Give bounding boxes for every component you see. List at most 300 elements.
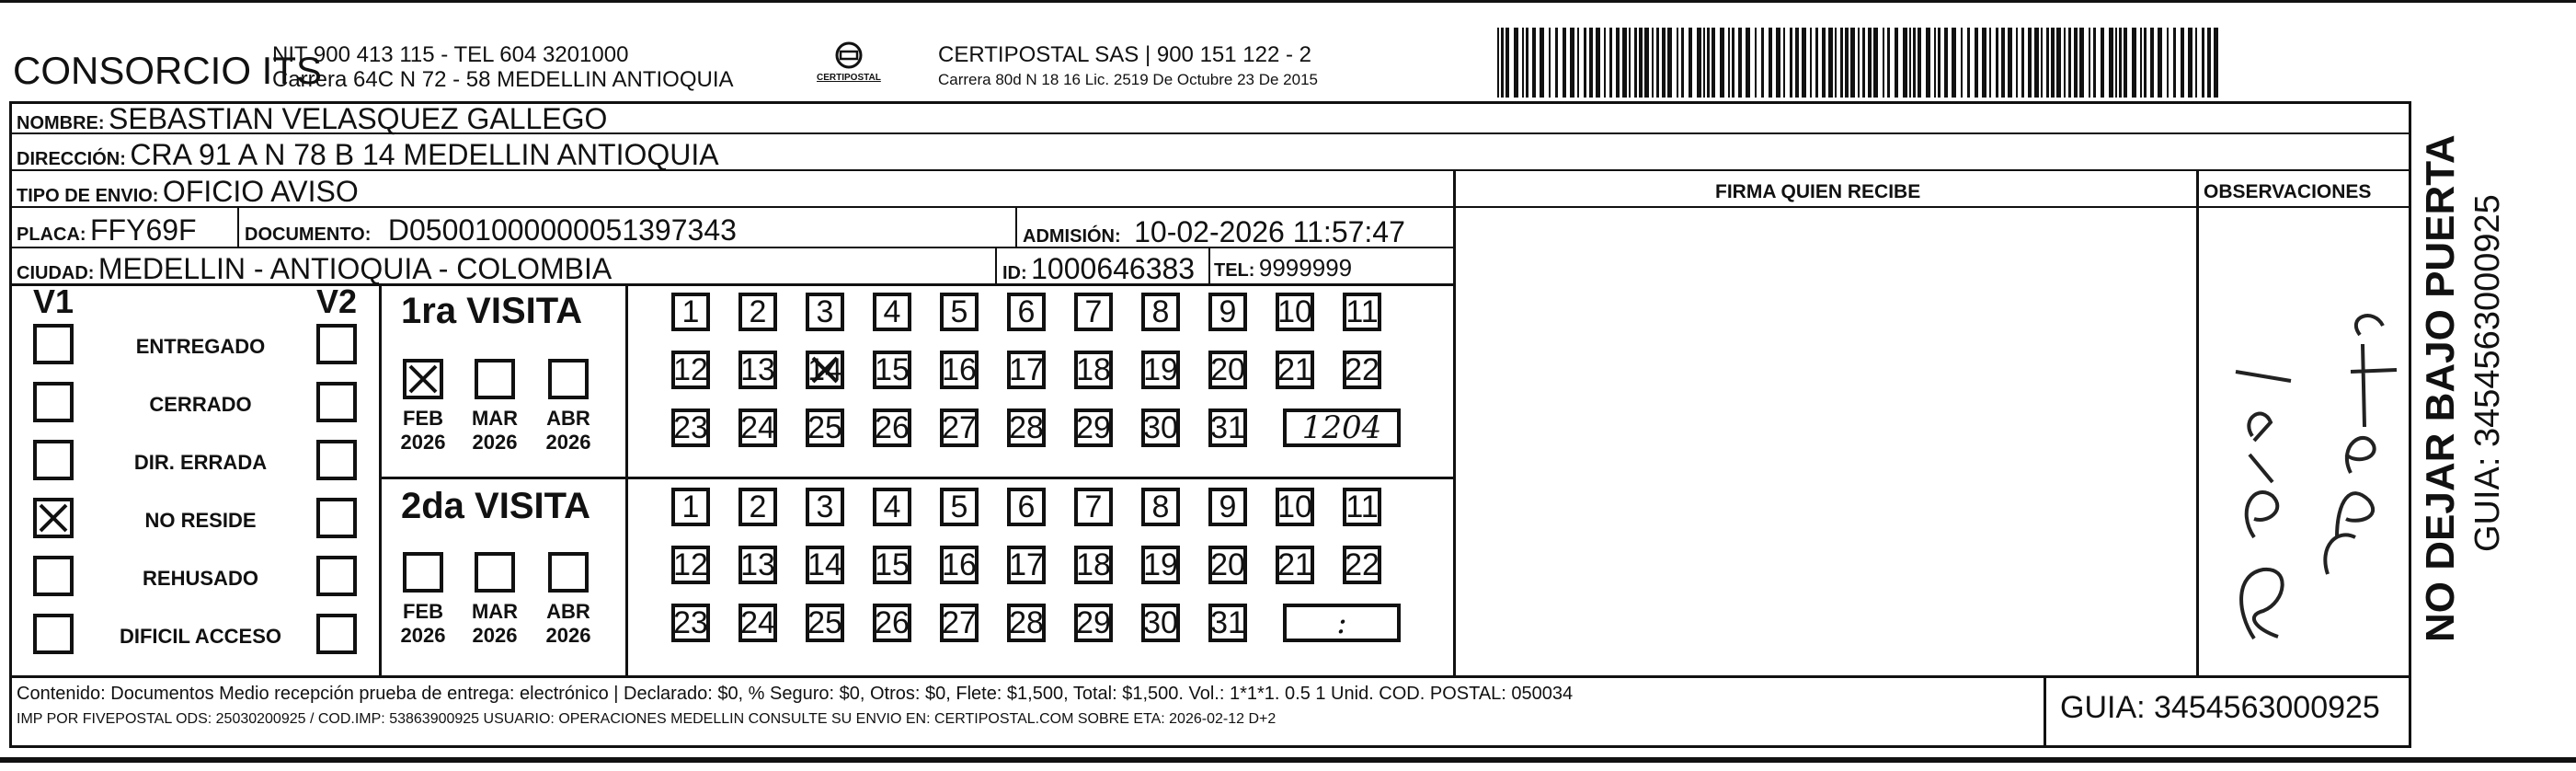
barcode-bar	[1913, 28, 1916, 98]
visit1-day-box[interactable]	[1074, 409, 1113, 447]
visit1-day-number: 11	[1345, 293, 1379, 329]
visit2-day-number: 2	[749, 489, 767, 524]
visit2-title: 2da VISITA	[401, 486, 590, 526]
barcode-bar	[2150, 28, 2154, 98]
address-label: DIRECCIÓN:	[17, 149, 126, 169]
visit2-day-box[interactable]	[1074, 488, 1113, 526]
visit2-month-box-abr[interactable]	[548, 552, 589, 593]
page-bottom-edge	[0, 757, 2576, 763]
visit2-month-label: FEB	[403, 600, 443, 623]
visit2-day-number: 24	[740, 604, 775, 640]
visit1-day-box[interactable]	[671, 293, 710, 331]
barcode-bar	[1616, 28, 1620, 98]
visit1-day-box[interactable]	[1007, 293, 1046, 331]
barcode-bar	[1883, 28, 1884, 98]
barcode-bar	[1738, 28, 1742, 98]
company-address: Carrera 64C N 72 - 58 MEDELLIN ANTIOQUIA	[272, 67, 734, 92]
visit2-day-number: 14	[807, 547, 842, 582]
v2-checkbox-no-reside[interactable]	[316, 498, 357, 538]
barcode-bar	[1776, 28, 1780, 98]
barcode-bar	[1828, 28, 1833, 98]
page-top-edge	[0, 0, 2576, 3]
visit2-day-box[interactable]	[1007, 488, 1046, 526]
visit2-time-box[interactable]	[1283, 604, 1401, 642]
visit1-time-value: 1204	[1301, 409, 1382, 446]
visit2-day-number: 17	[1009, 547, 1044, 582]
barcode-bar	[1769, 28, 1772, 98]
visit1-day-box[interactable]	[671, 409, 710, 447]
barcode-bar	[2195, 28, 2197, 98]
visit1-day-number: 29	[1076, 409, 1111, 445]
visit2-day-box[interactable]	[671, 546, 710, 584]
barcode-bar	[1761, 28, 1764, 98]
visit1-day-number: 24	[740, 409, 775, 445]
tel-label: TEL:	[1214, 260, 1255, 281]
status-label-entregado: ENTREGADO	[135, 335, 266, 358]
recipient-name: SEBASTIAN VELASQUEZ GALLEGO	[109, 102, 608, 135]
barcode-bar	[2119, 28, 2122, 98]
barcode-bar	[2109, 28, 2113, 98]
visit1-day-box[interactable]	[806, 293, 844, 331]
visit2-day-number: 15	[875, 547, 910, 582]
visit1-day-number: 23	[673, 409, 708, 445]
barcode-bar	[2074, 28, 2078, 98]
visit2-month-label: MAR	[471, 600, 519, 623]
barcode-bar	[1790, 28, 1792, 98]
visit1-day-number: 16	[942, 351, 977, 387]
nit-line: NIT 900 413 115 - TEL 604 3201000	[272, 42, 629, 67]
visit1-day-box[interactable]	[873, 409, 911, 447]
visit2-day-box[interactable]	[1141, 546, 1180, 584]
v1-checkbox-dir-errada[interactable]	[33, 440, 74, 480]
barcode-bar	[2214, 28, 2218, 98]
name-label: NOMBRE:	[17, 113, 105, 133]
visit1-day-number: 12	[673, 351, 708, 387]
visit1-time-box[interactable]	[1283, 409, 1401, 447]
barcode-bar	[2124, 28, 2127, 98]
handwritten-observation	[2199, 206, 2411, 675]
visit2-day-number: 28	[1009, 604, 1044, 640]
barcode-bar	[2046, 28, 2049, 98]
visit1-day-number: 15	[875, 351, 910, 387]
visit2-day-box[interactable]	[1343, 488, 1381, 526]
admission-value: 10-02-2026 11:57:47	[1134, 215, 1405, 248]
visit2-day-box[interactable]	[873, 488, 911, 526]
barcode-bar	[1629, 28, 1631, 98]
barcode-bar	[2140, 28, 2142, 98]
visit1-day-box[interactable]	[1208, 293, 1247, 331]
visit2-day-number: 31	[1210, 604, 1245, 640]
visit2-day-box[interactable]	[1007, 604, 1046, 642]
barcode-bar	[1895, 28, 1898, 98]
barcode-bar	[2132, 28, 2136, 98]
visit2-day-box[interactable]	[1276, 488, 1314, 526]
visit1-day-number: 17	[1009, 351, 1044, 387]
barcode-bar	[2016, 28, 2018, 98]
visit1-day-number: 28	[1009, 409, 1044, 445]
visit1-day-box[interactable]	[806, 351, 844, 389]
visit1-month-label: ABR	[546, 407, 590, 430]
barcode-bar	[1681, 28, 1684, 98]
visit2-day-box[interactable]	[738, 546, 777, 584]
observations-label: OBSERVACIONES	[2204, 181, 2372, 202]
visit2-day-box[interactable]	[806, 604, 844, 642]
visit2-month-box-mar[interactable]	[475, 552, 515, 593]
barcode-bar	[1677, 28, 1678, 98]
barcode-bar	[1514, 28, 1518, 98]
barcode-bar	[1845, 28, 1849, 98]
visit2-day-number: 10	[1277, 489, 1312, 524]
visit2-day-box[interactable]	[738, 488, 777, 526]
visit1-day-box[interactable]	[873, 293, 911, 331]
barcode-bar	[1795, 28, 1799, 98]
visit1-day-box[interactable]	[1141, 409, 1180, 447]
visit1-day-box[interactable]	[873, 351, 911, 389]
company-name: CONSORCIO ITS	[13, 49, 323, 92]
barcode-bar	[1720, 28, 1724, 98]
visit1-day-box[interactable]	[738, 409, 777, 447]
barcode-bar	[1549, 28, 1551, 98]
visit2-day-number: 23	[673, 604, 708, 640]
visit1-day-box[interactable]	[940, 351, 979, 389]
barcode-bar	[1903, 28, 1907, 98]
visit2-day-box[interactable]	[940, 604, 979, 642]
visit2-day-number: 9	[1219, 489, 1237, 524]
document-value: D05001000000051397343	[387, 213, 737, 247]
status-label-no-reside: NO RESIDE	[144, 509, 257, 532]
visit1-day-box[interactable]	[806, 409, 844, 447]
barcode-bar	[2041, 28, 2043, 98]
barcode-bar	[1540, 28, 1544, 98]
visit2-day-box[interactable]	[1208, 546, 1247, 584]
visit1-day-box[interactable]	[1208, 351, 1247, 389]
visit2-day-box[interactable]	[940, 488, 979, 526]
visit1-day-number: 2	[749, 293, 767, 329]
barcode-bar	[1862, 28, 1865, 98]
visit2-day-number: 11	[1345, 489, 1379, 524]
visit2-day-box[interactable]	[1208, 604, 1247, 642]
visit1-day-box[interactable]	[1007, 409, 1046, 447]
barcode-bar	[2101, 28, 2104, 98]
visit1-day-box[interactable]	[1276, 293, 1314, 331]
visit2-month-year: 2026	[472, 624, 518, 647]
visit2-day-box[interactable]	[1343, 546, 1381, 584]
visit1-day-number: 26	[875, 409, 910, 445]
plate-value: FFY69F	[90, 213, 197, 247]
id-label: ID:	[1002, 263, 1027, 283]
no-dejar-warning: NO DEJAR BAJO PUERTA	[2418, 134, 2463, 642]
visit1-month-year: 2026	[545, 431, 591, 454]
visit2-time-value: :	[1336, 604, 1347, 641]
v1-checkbox-dificil-acceso[interactable]	[33, 614, 74, 654]
visit2-day-number: 26	[875, 604, 910, 640]
visit1-month-year: 2026	[400, 431, 446, 454]
visit2-day-number: 27	[942, 604, 977, 640]
visit2-month-year: 2026	[400, 624, 446, 647]
barcode-bar	[1622, 28, 1627, 98]
visit1-day-number: 13	[740, 351, 775, 387]
barcode-bar	[2021, 28, 2024, 98]
visit2-month-year: 2026	[545, 624, 591, 647]
visit1-month-label: MAR	[471, 407, 519, 430]
visit1-day-box[interactable]	[738, 351, 777, 389]
barcode-bar	[1506, 28, 1509, 98]
status-label-cerrado: CERRADO	[149, 393, 252, 416]
visit1-day-number: 22	[1345, 351, 1380, 387]
visit2-day-number: 7	[1084, 489, 1103, 524]
visit2-day-number: 30	[1143, 604, 1178, 640]
visit1-day-number: 14	[807, 351, 842, 387]
v1-label: V1	[33, 282, 74, 320]
visit1-day-box[interactable]	[1208, 409, 1247, 447]
barcode-bar	[1850, 28, 1855, 98]
barcode-bar	[1926, 28, 1930, 98]
barcode-bar	[2144, 28, 2147, 98]
barcode-bar	[1783, 28, 1785, 98]
visit2-month-box-feb[interactable]	[403, 552, 443, 593]
barcode-bar	[1584, 28, 1586, 98]
barcode-bar	[1938, 28, 1941, 98]
barcode-bar	[1810, 28, 1812, 98]
visit1-day-number: 8	[1151, 293, 1170, 329]
barcode-bar	[1840, 28, 1843, 98]
visit2-month-label: ABR	[546, 600, 590, 623]
visit2-day-number: 1	[681, 489, 700, 524]
barcode-bar	[1802, 28, 1806, 98]
visit1-month-box-feb[interactable]	[403, 359, 443, 399]
barcode-bar	[1873, 28, 1878, 98]
visit1-day-number: 31	[1210, 409, 1245, 445]
visit1-day-box[interactable]	[1007, 351, 1046, 389]
visit2-day-box[interactable]	[1074, 604, 1113, 642]
barcode-bar	[1667, 28, 1672, 98]
visit2-day-number: 4	[883, 489, 901, 524]
visit1-day-box[interactable]	[940, 293, 979, 331]
visit1-month-year: 2026	[472, 431, 518, 454]
visit1-day-box[interactable]	[1343, 293, 1381, 331]
barcode-bar	[1703, 28, 1705, 98]
v2-checkbox-dificil-acceso[interactable]	[316, 614, 357, 654]
barcode-bar	[1887, 28, 1890, 98]
barcode-bar	[1652, 28, 1654, 98]
visit1-month-box-abr[interactable]	[548, 359, 589, 399]
visit2-day-number: 19	[1143, 547, 1178, 582]
visit2-day-box[interactable]	[1208, 488, 1247, 526]
barcode-bar	[1563, 28, 1566, 98]
barcode-bar	[1858, 28, 1860, 98]
barcode-bar	[2034, 28, 2039, 98]
barcode-bar	[1555, 28, 1558, 98]
barcode-bar	[1570, 28, 1574, 98]
visit1-day-box[interactable]	[1141, 351, 1180, 389]
v1-check-mark	[37, 501, 70, 535]
barcode-bar	[2001, 28, 2005, 98]
visit2-day-box[interactable]	[1007, 546, 1046, 584]
barcode-bar	[1952, 28, 1956, 98]
visit1-day-number: 5	[950, 293, 968, 329]
v1-checkbox-no-reside[interactable]	[33, 498, 74, 538]
barcode-bar	[1634, 28, 1637, 98]
barcode-bar	[1944, 28, 1948, 98]
barcode-bar	[2158, 28, 2162, 98]
barcode-bar	[2167, 28, 2169, 98]
barcode-bar	[1728, 28, 1730, 98]
carrier-line: CERTIPOSTAL SAS | 900 151 122 - 2	[938, 42, 1311, 67]
visit1-day-box[interactable]	[738, 293, 777, 331]
barcode-bar	[2093, 28, 2096, 98]
visit2-day-box[interactable]	[873, 604, 911, 642]
visit1-day-box[interactable]	[671, 351, 710, 389]
shipment-type: OFICIO AVISO	[162, 175, 359, 208]
visit2-day-box[interactable]	[806, 488, 844, 526]
barcode-bar	[1604, 28, 1606, 98]
visit2-day-number: 6	[1017, 489, 1036, 524]
certipostal-logo	[815, 40, 883, 88]
v2-checkbox-entregado[interactable]	[316, 324, 357, 364]
barcode-bar	[1835, 28, 1837, 98]
barcode-bar	[1909, 28, 1911, 98]
visit1-day-number: 10	[1277, 293, 1312, 329]
visit2-day-box[interactable]	[940, 546, 979, 584]
visit2-day-number: 12	[673, 547, 708, 582]
visit2-day-box[interactable]	[738, 604, 777, 642]
barcode-bar	[1918, 28, 1921, 98]
visit2-day-box[interactable]	[1141, 488, 1180, 526]
barcode-bar	[2202, 28, 2204, 98]
barcode-bar	[1522, 28, 1524, 98]
visit1-day-number: 27	[942, 409, 977, 445]
visit2-day-number: 22	[1345, 547, 1380, 582]
visit2-day-box[interactable]	[806, 546, 844, 584]
imp-line: IMP POR FIVEPOSTAL ODS: 25030200925 / COD.IMP: 53863900925 USUARIO: OPERACIONES MEDELLIN CONSULTE SU ENVIO EN: CERTIPOSTAL.COM SOBRE ETA: 2026-02-12 D+2	[17, 711, 1277, 727]
visit2-day-box[interactable]	[873, 546, 911, 584]
barcode-bar	[1989, 28, 1991, 98]
barcode-bar	[1697, 28, 1701, 98]
barcode-bar	[2079, 28, 2084, 98]
barcode-bar	[1639, 28, 1643, 98]
visit1-month-check-mark	[406, 362, 440, 396]
barcode-bar	[1532, 28, 1536, 98]
id-value: 1000646383	[1031, 252, 1196, 285]
visit1-title: 1ra VISITA	[401, 291, 583, 331]
visit2-day-number: 3	[816, 489, 834, 524]
barcode-bar	[1662, 28, 1666, 98]
visit1-day-number: 18	[1076, 351, 1111, 387]
barcode-bar	[2173, 28, 2176, 98]
visit1-day-box[interactable]	[1074, 351, 1113, 389]
visit1-day-box[interactable]	[1276, 351, 1314, 389]
barcode-bar	[2089, 28, 2090, 98]
visit1-day-number: 25	[807, 409, 842, 445]
barcode-bar	[1746, 28, 1750, 98]
barcode-bar	[2188, 28, 2192, 98]
v1-checkbox-cerrado[interactable]	[33, 382, 74, 422]
v1-checkbox-entregado[interactable]	[33, 324, 74, 364]
visit2-day-number: 20	[1210, 547, 1245, 582]
visit2-day-box[interactable]	[1074, 546, 1113, 584]
barcode-bar	[1755, 28, 1757, 98]
barcode-bar	[1707, 28, 1710, 98]
status-label-dir-errada: DIR. ERRADA	[133, 451, 268, 474]
admission-label: ADMISIÓN:	[1023, 226, 1121, 247]
signature-label: FIRMA QUIEN RECIBE	[1715, 181, 1921, 202]
v2-checkbox-rehusado[interactable]	[316, 556, 357, 596]
barcode-bar	[1497, 28, 1499, 98]
visit2-day-box[interactable]	[671, 488, 710, 526]
visit1-day-number: 20	[1210, 351, 1245, 387]
barcode-bar	[1656, 28, 1659, 98]
barcode-bar	[1609, 28, 1612, 98]
visit1-month-label: FEB	[403, 407, 443, 430]
barcode-bar	[1996, 28, 1998, 98]
visit1-day-box[interactable]	[940, 409, 979, 447]
v1-checkbox-rehusado[interactable]	[33, 556, 74, 596]
city-value: MEDELLIN - ANTIOQUIA - COLOMBIA	[97, 252, 613, 285]
visit1-month-box-mar[interactable]	[475, 359, 515, 399]
barcode-bar	[2181, 28, 2184, 98]
visit1-day-box[interactable]	[1343, 351, 1381, 389]
signature-area[interactable]	[1456, 206, 2196, 675]
visit1-day-number: 6	[1017, 293, 1036, 329]
logo-text: CERTIPOSTAL	[817, 73, 881, 83]
barcode-bar	[1589, 28, 1593, 98]
visit1-day-box[interactable]	[1074, 293, 1113, 331]
barcode-bar	[1577, 28, 1579, 98]
barcode-bar	[1596, 28, 1600, 98]
city-label: CIUDAD:	[17, 263, 95, 283]
visit2-day-number: 18	[1076, 547, 1111, 582]
visit1-day-number: 9	[1219, 293, 1237, 329]
visit2-day-box[interactable]	[671, 604, 710, 642]
barcode-bar	[2028, 28, 2032, 98]
barcode-bar	[1934, 28, 1936, 98]
barcode-bar	[1967, 28, 1970, 98]
v2-label: V2	[316, 282, 358, 320]
v2-checkbox-cerrado[interactable]	[316, 382, 357, 422]
barcode-bar	[1732, 28, 1735, 98]
visit1-day-number: 7	[1084, 293, 1103, 329]
visit2-day-number: 29	[1076, 604, 1111, 640]
visit2-day-box[interactable]	[1276, 546, 1314, 584]
plate-label: PLACA:	[17, 224, 86, 245]
visit2-day-number: 16	[942, 547, 977, 582]
barcode-bar	[1712, 28, 1715, 98]
barcode-bar	[1975, 28, 1978, 98]
barcode-bar	[2056, 28, 2061, 98]
visit2-day-number: 25	[807, 604, 842, 640]
visit1-day-number: 30	[1143, 409, 1178, 445]
type-label: TIPO DE ENVIO:	[17, 186, 159, 206]
visit2-day-box[interactable]	[1141, 604, 1180, 642]
barcode-bar	[1815, 28, 1818, 98]
side-guia: GUIA: 3454563000925	[2468, 194, 2507, 552]
barcode-bar	[1822, 28, 1826, 98]
visit1-day-box[interactable]	[1141, 293, 1180, 331]
v2-checkbox-dir-errada[interactable]	[316, 440, 357, 480]
visit1-day-number: 3	[816, 293, 834, 329]
status-label-dificil-acceso: DIFICIL ACCESO	[119, 625, 281, 648]
barcode-bar	[2064, 28, 2066, 98]
barcode-bar	[2115, 28, 2117, 98]
footer-guia: GUIA: 3454563000925	[2060, 690, 2380, 725]
barcode-bar	[1644, 28, 1649, 98]
document-label: DOCUMENTO:	[245, 224, 372, 245]
content-line: Contenido: Documentos Medio recepción prueba de entrega: electrónico | Declarado: $0, % Seguro: $0, Otros: $0, Flete: $1,500, Total: $1,500. Vol.: 1*1*1. 0.5 1 Unid. COD. POSTAL: 050034	[17, 684, 1574, 704]
barcode-bar	[1982, 28, 1986, 98]
observations-area[interactable]	[2199, 206, 2411, 675]
visit1-day-check-mark	[807, 351, 842, 387]
visit2-day-number: 5	[950, 489, 968, 524]
